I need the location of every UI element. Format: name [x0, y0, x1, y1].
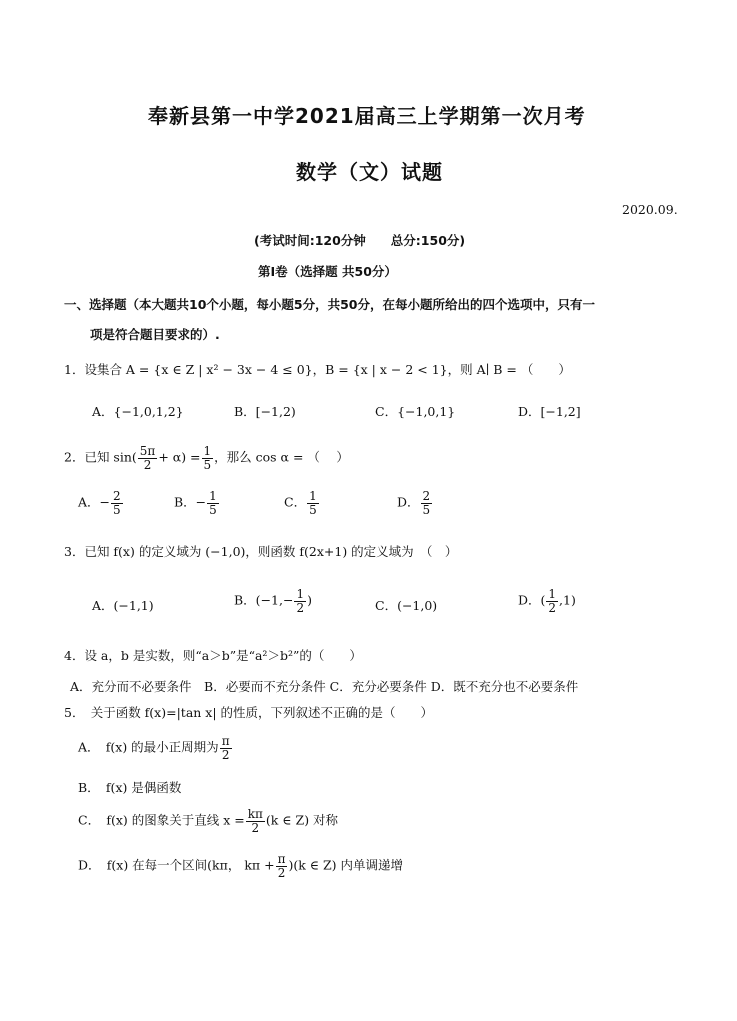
q2-option-b-fraction — [207, 490, 219, 516]
q5-option-d — [78, 853, 403, 879]
exam-subtitle: 数学（文）试题 — [296, 160, 443, 184]
q2-option-c — [284, 490, 320, 516]
q5-option-c-denominator: 2 — [251, 820, 260, 835]
q2-option-c-numerator: 1 — [309, 489, 317, 503]
q2-option-b — [174, 490, 220, 516]
q2-option-b-denominator: 5 — [209, 502, 217, 517]
exam-title: 奉新县第一中学2021届高三上学期第一次月考 — [148, 104, 586, 128]
q3-option-b — [234, 588, 312, 614]
q3-option-b-prefix: B．(−1,− — [234, 592, 294, 608]
q3-option-d — [518, 588, 576, 614]
q5-option-c-text: C． f(x) 的图象关于直线 x = — [78, 812, 245, 828]
section-heading-line1: 一、选择题（本大题共10个小题，每小题5分，共50分，在每小题所给出的四个选项中，只有一 — [64, 297, 595, 312]
q2-prefix: 2．已知 sin( — [64, 449, 137, 465]
q2-option-d — [397, 490, 433, 516]
q5-option-a-denominator: 2 — [221, 747, 230, 762]
q2-option-a — [78, 490, 124, 516]
q5-option-d-text: D． f(x) 在每一个区间(kπ， kπ + — [78, 857, 275, 873]
q2-angle-denominator: 2 — [143, 457, 152, 472]
q3-option-c: C．(−1,0) — [375, 598, 438, 613]
exam-date: 2020.09. — [622, 202, 678, 217]
question-3: 3．已知 f(x) 的定义域为 (−1,0)，则函数 f(2x+1) 的定义域为 （ ） — [64, 544, 458, 559]
q5-option-d-fraction — [276, 853, 288, 879]
question-5: 5． 关于函数 f(x)=|tan x| 的性质，下列叙述不正确的是（ ） — [64, 705, 434, 720]
q2-option-b-label: B．− — [174, 494, 207, 510]
q1-option-c: C．{−1,0,1} — [375, 404, 456, 419]
q2-option-d-label: D． — [397, 494, 420, 510]
q5-option-a-text: A． f(x) 的最小正周期为 — [78, 739, 219, 755]
q2-option-c-fraction — [307, 490, 319, 516]
q5-option-c-suffix: (k ∈ Z) 对称 — [265, 812, 339, 828]
q2-angle-fraction — [138, 445, 158, 471]
question-4: 4．设 a，b 是实数，则“a＞b”是“a²＞b²”的（ ） — [64, 648, 362, 663]
q3-option-b-numerator: 1 — [296, 587, 305, 601]
q3-option-d-denominator: 2 — [548, 600, 557, 615]
q1-option-a: A．{−1,0,1,2} — [92, 404, 184, 419]
q3-option-d-prefix: D．( — [518, 592, 546, 608]
q2-option-b-numerator: 1 — [209, 489, 217, 503]
q2-option-a-numerator: 2 — [113, 489, 121, 503]
q3-option-a: A．(−1,1) — [92, 598, 154, 613]
exam-time-info: (考试时间:120分钟 总分:150分) — [254, 233, 466, 248]
q5-option-a-numerator: π — [221, 734, 230, 748]
q5-option-c-fraction — [246, 808, 265, 834]
q1-option-d: D．[−1,2] — [518, 404, 581, 419]
q3-option-b-suffix: ) — [307, 592, 312, 608]
q2-option-a-fraction — [111, 490, 123, 516]
question-1: 1．设集合 A = {x ∈ Z | x² − 3x − 4 ≤ 0}，B = {x | x − 2 < 1}，则 A∣ B = （ ） — [64, 362, 571, 377]
q5-option-c — [78, 808, 338, 834]
q2-option-c-denominator: 5 — [309, 502, 317, 517]
q5-option-a — [78, 735, 233, 761]
q2-rhs-denominator: 5 — [203, 457, 212, 472]
q3-option-d-suffix: ,1) — [559, 592, 576, 608]
q2-option-a-label: A．− — [78, 494, 111, 510]
q3-option-d-fraction — [546, 588, 558, 614]
q2-option-d-numerator: 2 — [422, 489, 431, 503]
q2-option-d-fraction — [421, 490, 433, 516]
q2-angle-numerator: 5π — [139, 444, 156, 458]
q5-option-d-numerator: π — [277, 852, 286, 866]
q3-option-d-numerator: 1 — [548, 587, 557, 601]
q2-suffix: ，那么 cos α = （ ） — [214, 449, 349, 465]
q2-option-c-label: C． — [284, 494, 307, 510]
q4-options: A．充分而不必要条件 B．必要而不充分条件 C．充分必要条件 D．既不充分也不必要条件 — [70, 679, 579, 694]
q5-option-b: B． f(x) 是偶函数 — [78, 780, 182, 795]
q3-option-b-fraction — [294, 588, 306, 614]
q2-rhs-numerator: 1 — [203, 444, 212, 458]
question-2 — [64, 445, 349, 471]
q5-option-c-numerator: kπ — [247, 807, 263, 821]
q2-mid: + α) = — [158, 449, 201, 465]
q2-option-a-denominator: 5 — [113, 502, 121, 517]
q2-option-d-denominator: 5 — [422, 502, 431, 517]
q5-option-d-denominator: 2 — [277, 865, 286, 880]
q5-option-a-fraction — [220, 735, 232, 761]
q1-option-b: B．[−1,2) — [234, 404, 296, 419]
volume-heading: 第Ⅰ卷（选择题 共50分） — [258, 264, 397, 279]
q3-option-b-denominator: 2 — [296, 600, 305, 615]
q5-option-d-suffix: )(k ∈ Z) 内单调递增 — [288, 857, 404, 873]
section-heading-line2: 项是符合题目要求的）. — [90, 327, 220, 342]
q2-rhs-fraction — [202, 445, 214, 471]
